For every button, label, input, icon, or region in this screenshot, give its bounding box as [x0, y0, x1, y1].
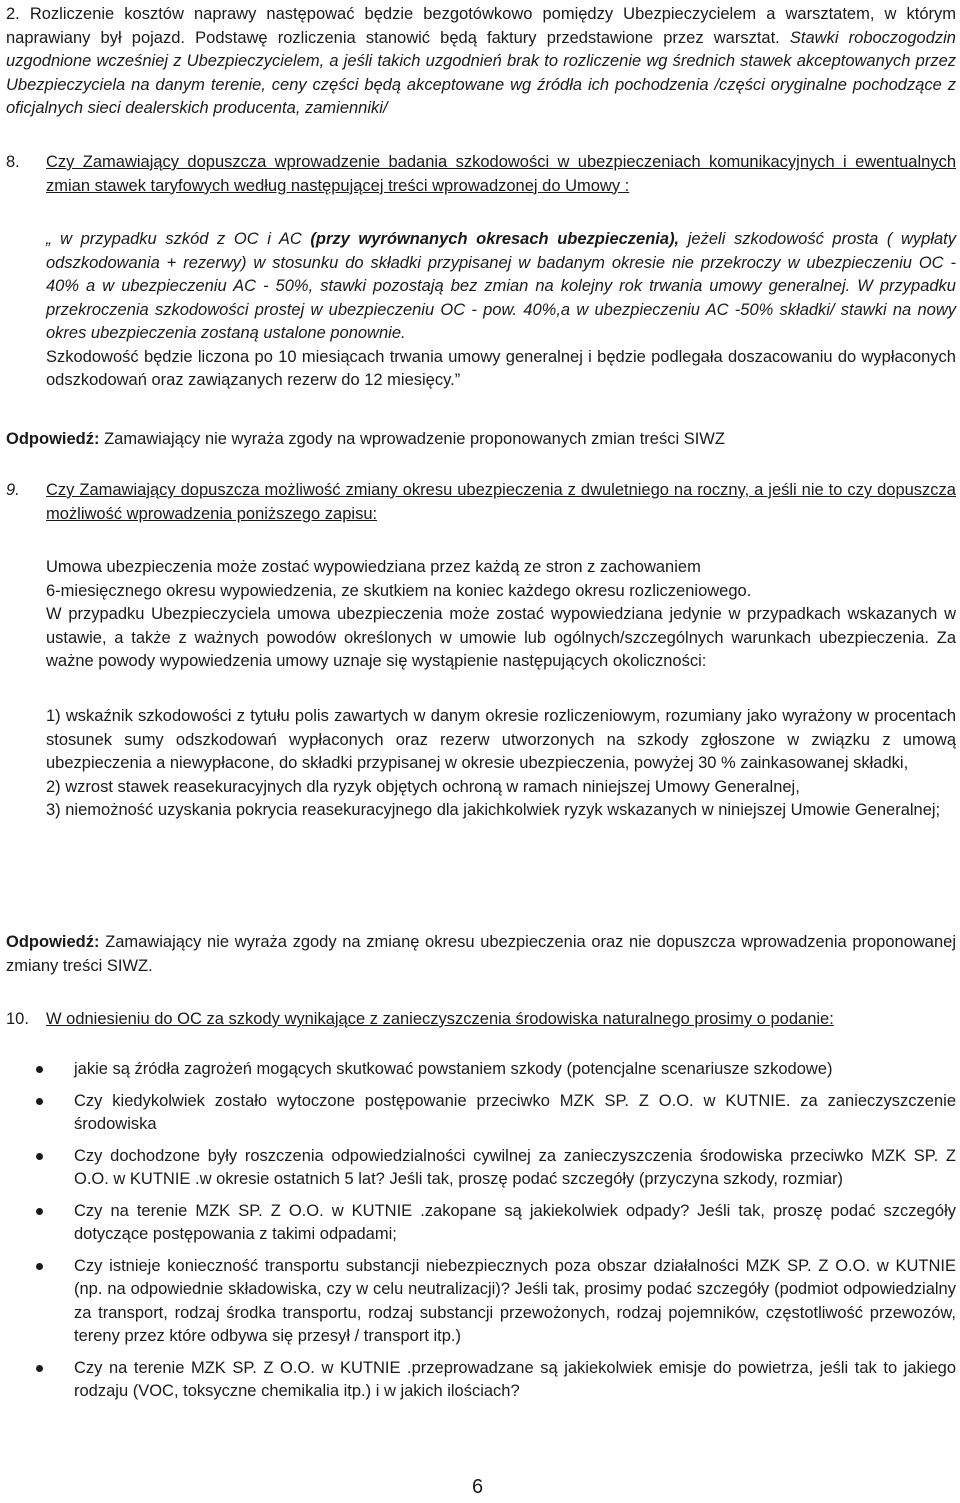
clause-text-bold: (przy wyrównanych okresach ubezpieczenia), [310, 230, 680, 248]
intro-paragraph [6, 3, 956, 121]
list-item-text: Czy istnieje konieczność transportu substancji niebezpiecznych poza obszar działalności MZK SP. Z O.O. w KUTNIE (np. na odpowiednie składowiska, czy w celu neutralizacji)? Jeśli tak, prosimy podać szczegóły (podmiot odpowiedzialny za transport, rodzaj środka transportu, rodzaj substancji przewożonych, rodzaj pojemników, częstotliwość przewozów, tereny przez które odbywa się przesył / transport itp.) [74, 1256, 956, 1345]
question-9-proposed-clause [46, 556, 956, 674]
intro-italic-text: Stawki roboczogodzin uzgodnione wcześniej z Ubezpieczycielem, a jeśli takich uzgodnień brak to rozliczenie wg średnich stawek akceptowanych przez Ubezpieczyciela na danym terenie, ceny części będą akceptowane wg źródła ich pochodzenia /części oryginalne pochodzące z oficjalnych sieci dealerskich producenta, zamienniki/ [6, 28, 956, 117]
question-9-circumstances-list [46, 705, 956, 823]
list-item-text: Czy kiedykolwiek zostało wytoczone postępowanie przeciwko MZK SP. Z O.O. w KUTNIE. za zanieczyszczenie środowiska [74, 1091, 956, 1133]
answer-8-label: Odpowiedź: [6, 430, 100, 448]
question-10-text: W odniesieniu do OC za szkody wynikające z zanieczyszczenia środowiska naturalnego prosimy o podanie: [46, 1010, 834, 1028]
bullet-dot-icon [36, 1263, 43, 1270]
list-item [0, 1200, 956, 1247]
question-9-text: Czy Zamawiający dopuszcza możliwość zmiany okresu ubezpieczenia z dwuletniego na roczny, a jeśli nie to czy dopuszcza możliwość wprowadzenia poniższego zapisu: [46, 481, 956, 523]
list-item-text: jakie są źródła zagrożeń mogących skutkować powstaniem szkody (potencjalne scenariusze szkodowe) [74, 1060, 833, 1078]
clause-line-1: Umowa ubezpieczenia może zostać wypowiedziana przez każdą ze stron z zachowaniem [46, 558, 701, 576]
answer-8 [6, 428, 956, 452]
bullet-dot-icon [36, 1066, 43, 1073]
list-item-text: Czy na terenie MZK SP. Z O.O. w KUTNIE .przeprowadzane są jakiekolwiek emisje do powietrza, jeśli tak to jakiego rodzaju (VOC, toksyczne chemikalia itp.) i w jakich ilościach? [74, 1358, 956, 1400]
bullet-dot-icon [36, 1365, 43, 1372]
answer-9-label: Odpowiedź: [6, 933, 100, 951]
list-item [0, 1145, 956, 1192]
bullet-dot-icon [36, 1153, 43, 1160]
list-item [0, 1255, 956, 1349]
list-item [0, 1090, 956, 1137]
question-8-number: 8. [6, 153, 20, 171]
clause-text-a: „ w przypadku szkód z OC i AC [46, 230, 311, 248]
circumstance-2: 2) wzrost stawek reasekuracyjnych dla ryzyk objętych ochroną w ramach niniejszej Umowy Generalnej, [46, 777, 800, 796]
list-item-text: Czy dochodzone były roszczenia odpowiedzialności cywilnej za zanieczyszczenia środowiska przeciwko MZK SP. Z O.O. w KUTNIE .w okresie ostatnich 5 lat? Jeśli tak, proszę podać szczegóły (przyczyna szkody, rozmiar) [74, 1146, 956, 1188]
question-8-proposed-clause [46, 228, 956, 393]
question-9 [6, 479, 956, 526]
intro-plain-text: 2. Rozliczenie kosztów naprawy następować będzie bezgotówkowo pomiędzy Ubezpieczycielem a warsztatem, w którym naprawiany był pojazd. Podstawę rozliczenia stanowić będą faktury przedstawione przez warsztat. [6, 5, 956, 47]
circumstance-1: 1) wskaźnik szkodowości z tytułu polis zawartych w danym okresie rozliczeniowym, rozumiany jako wyrażony w procentach stosunek sumy odszkodowań wypłaconych oraz rezerw utworzonych na szkody zgłoszone w związku z umową ubezpieczenia a niewypłacone, do składki przypisanej w okresie ubezpieczenia, powyżej 30 % zainkasowanej składki, [46, 707, 956, 772]
list-item [0, 1058, 956, 1082]
clause-paragraph-3: W przypadku Ubezpieczyciela umowa ubezpieczenia może zostać wypowiedziana jedynie w przypadkach wskazanych w ustawie, a także z ważnych powodów określonych w umowie lub ogólnych/szczególnych warunkach ubezpieczenia. Za ważne powody wypowiedzenia umowy uznaje się wystąpienie następujących okoliczności: [46, 605, 956, 670]
circumstance-3: 3) niemożność uzyskania pokrycia reasekuracyjnego dla jakichkolwiek ryzyk wskazanych w niniejszej Umowie Generalnej; [46, 801, 941, 819]
list-item [0, 1357, 956, 1404]
answer-9-text: Zamawiający nie wyraża zgody na zmianę okresu ubezpieczenia oraz nie dopuszcza wprowadzenia proponowanej zmiany treści SIWZ. [6, 933, 956, 975]
clause-line-2: 6-miesięcznego okresu wypowiedzenia, ze skutkiem na koniec każdego okresu rozliczeniowego. [46, 581, 752, 600]
question-8 [6, 151, 956, 198]
answer-9 [6, 931, 956, 978]
question-10-number: 10. [6, 1010, 29, 1028]
question-9-number: 9. [6, 481, 20, 499]
page-number: 6 [472, 1476, 484, 1498]
answer-8-text: Zamawiający nie wyraża zgody na wprowadzenie proponowanych zmian treści SIWZ [99, 430, 725, 448]
bullet-dot-icon [36, 1208, 43, 1215]
question-8-clause-paragraph [46, 228, 956, 346]
clause-text-b: jeżeli szkodowość prosta ( wypłaty odszkodowania + rezerwy) w stosunku do składki przypisanej w badanym okresie nie przekroczy w ubezpieczeniu OC - 40% a w ubezpieczeniu AC - 50%, stawki pozostają bez zmian na kolejny rok trwania umowy generalnej. W przypadku przekroczenia szkodowości prostej w ubezpieczeniu OC - pow. 40%,a w ubezpieczeniu AC -50% składki/ stawki na nowy okres ubezpieczenia zostaną ustalone ponownie. [46, 230, 956, 342]
question-8-clause-closing: Szkodowość będzie liczona po 10 miesiącach trwania umowy generalnej i będzie podlegała doszacowaniu do wypłaconych odszkodowań oraz zawiązanych rezerw do 12 miesięcy.” [46, 347, 956, 389]
bullet-dot-icon [36, 1098, 43, 1105]
question-10-bullet-list [0, 1058, 960, 1412]
question-10 [6, 1008, 956, 1032]
question-8-text: Czy Zamawiający dopuszcza wprowadzenie badania szkodowości w ubezpieczeniach komunikacyjnych i ewentualnych zmian stawek taryfowych według następującej treści wprowadzonej do Umowy : [46, 153, 956, 195]
list-item-text: Czy na terenie MZK SP. Z O.O. w KUTNIE .zakopane są jakiekolwiek odpady? Jeśli tak, proszę podać szczegóły dotyczące postępowania z takimi odpadami; [74, 1201, 956, 1243]
